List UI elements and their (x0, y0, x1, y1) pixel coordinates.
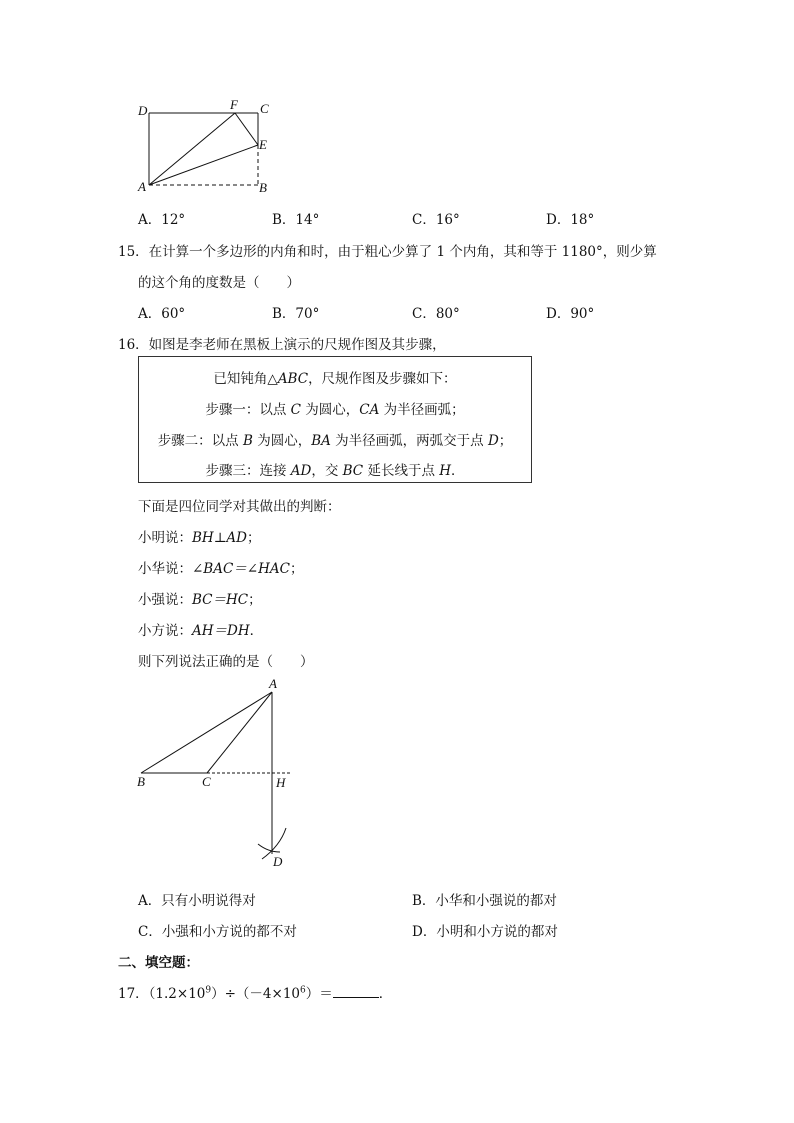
label-F: F (230, 97, 238, 112)
q16-option-c[interactable]: C．小强和小方说的都不对 (138, 924, 297, 940)
box-line-2: 步骤一：以点 C 为圆心，CA 为半径画弧； (205, 402, 465, 418)
q16-option-b[interactable]: B．小华和小强说的都对 (412, 893, 557, 909)
label-B: B (259, 180, 267, 195)
q17-answer-blank[interactable] (333, 985, 379, 998)
q16-option-d[interactable]: D．小明和小方说的都对 (412, 924, 558, 940)
segment-BA (141, 692, 272, 773)
q16-figure (130, 676, 305, 872)
box-line-4: 步骤三：连接 AD，交 BC 延长线于点 H． (205, 463, 465, 479)
q15-option-c[interactable]: C．80° (412, 306, 460, 322)
section-title-fill-blank: 二、填空题： (118, 955, 199, 971)
box-line-3: 步骤二：以点 B 为圆心，BA 为半径画弧，两弧交于点 D； (157, 433, 513, 449)
q16-steps-box (138, 356, 532, 483)
q16-xiaofang: 小方说：AH＝DH． (138, 623, 264, 639)
label-A: A (138, 179, 146, 194)
q16-judge-intro: 下面是四位同学对其做出的判断： (138, 499, 341, 515)
q15-line1: 15．在计算一个多边形的内角和时，由于粗心少算了 1 个内角，其和等于 1180°，则少算 (118, 244, 657, 260)
q16-option-a[interactable]: A．只有小明说得对 (138, 893, 256, 909)
edge-FE (235, 113, 258, 145)
q16-question: 则下列说法正确的是（ ） (138, 654, 314, 670)
q14-option-a[interactable]: A．12° (138, 212, 186, 228)
q15-option-b[interactable]: B．70° (272, 306, 320, 322)
label-E: E (259, 137, 267, 152)
label-H: H (276, 775, 286, 790)
segment-CA (207, 692, 272, 773)
edge-AF (149, 113, 235, 185)
box-line-1: 已知钝角△ABC，尺规作图及步骤如下： (213, 371, 457, 387)
q16-intro: 16．如图是李老师在黑板上演示的尺规作图及其步骤， (118, 337, 446, 353)
q14-option-c[interactable]: C．16° (412, 212, 460, 228)
label-A: A (269, 676, 277, 691)
q14-option-b[interactable]: B．14° (272, 212, 320, 228)
q16-xiaoming: 小明说：BH⊥AD； (138, 530, 261, 546)
edge-AE (149, 145, 258, 185)
label-D: D (273, 854, 283, 869)
label-C: C (202, 774, 211, 789)
q14-option-d[interactable]: D．18° (546, 212, 595, 228)
q17-line: 17．$(1.2\times 10^9)\div(-4\times 10^6)=$ ． (118, 985, 393, 1002)
q15-line2: 的这个角的度数是（ ） (138, 275, 300, 291)
label-C: C (260, 101, 269, 116)
label-B: B (137, 774, 145, 789)
q16-xiaohua: 小华说：∠BAC＝∠HAC； (138, 561, 304, 577)
q14-figure (130, 96, 280, 200)
q15-option-d[interactable]: D．90° (546, 306, 595, 322)
label-D: D (138, 103, 148, 118)
q16-xiaoqiang: 小强说：BC＝HC； (138, 592, 262, 608)
q15-option-a[interactable]: A．60° (138, 306, 186, 322)
